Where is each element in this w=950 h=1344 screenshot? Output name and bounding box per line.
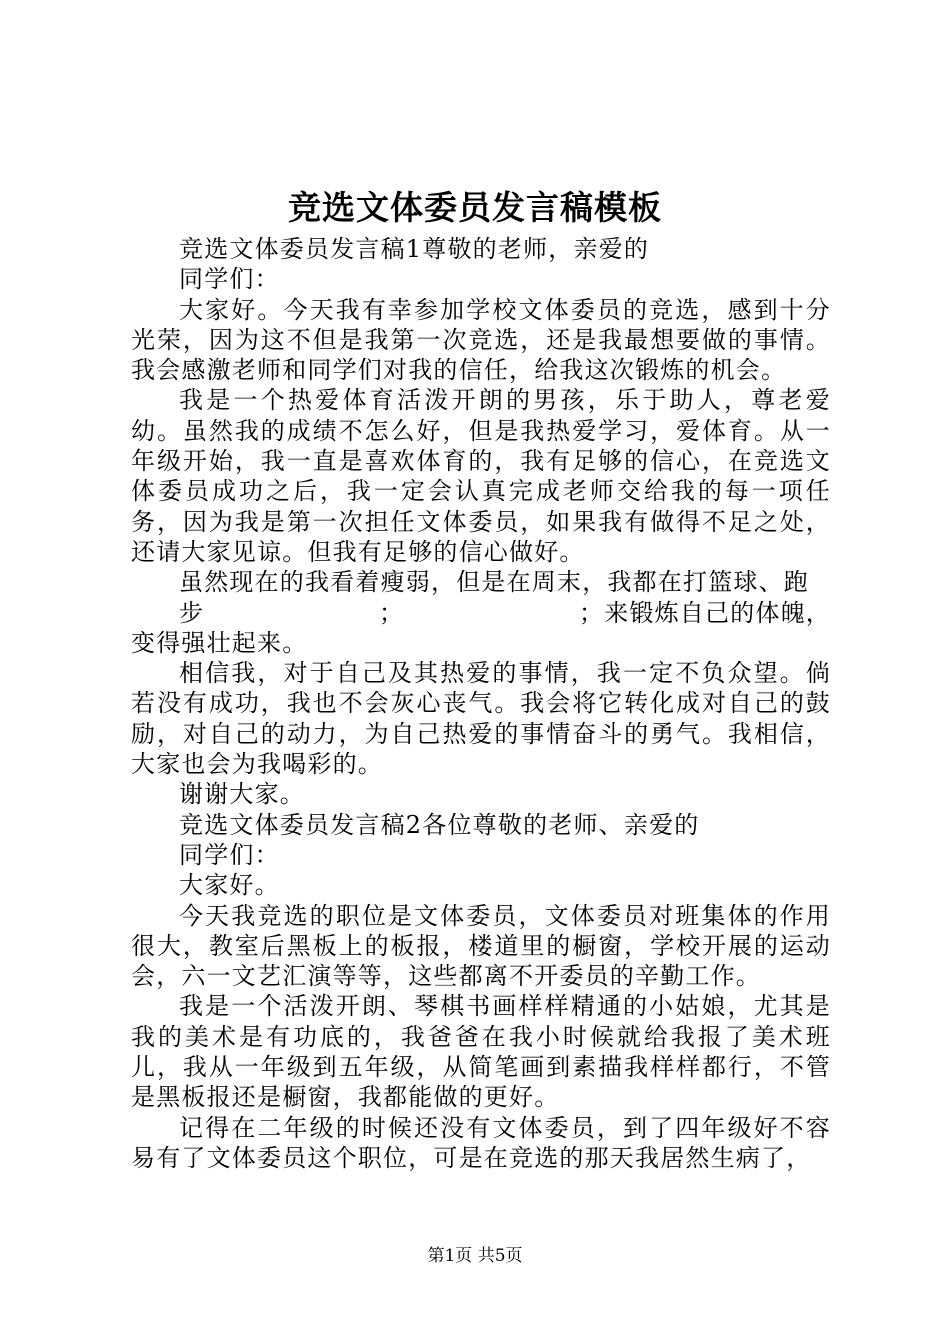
paragraph: 大家好。 [179,871,280,900]
paragraph: 虽然现在的我看着瘦弱，但是在周末，我都在打篮球、跑 [179,568,809,597]
paragraph: 我是一个热爱体育活泼开朗的男孩，乐于助人，尊老爱幼。虽然我的成绩不怎么好，但是我热爱学习，爱体育。从一年级开始，我一直是喜欢体育的，我有足够的信心，在竞选文体委员成功之后，我一定会认真完成老师交给我的每一项任务，因为我是第一次担任文体委员，如果我有做得不足之处，还请大家见谅。但我有足够的信心做好。 [131,386,831,566]
paragraph: 今天我竞选的职位是文体委员，文体委员对班集体的作用很大，教室后黑板上的板报，楼道里的橱窗，学校开展的运动会，六一文艺汇演等等，这些都离不开委员的辛勤工作。 [131,901,831,991]
paragraph: 记得在二年级的时候还没有文体委员，到了四年级好不容易有了文体委员这个职位，可是在竞选的那天我居然生病了， [131,1113,831,1172]
paragraph: 同学们： [179,265,280,294]
paragraph: 竞选文体委员发言稿2各位尊敬的老师、亲爱的 [179,810,700,839]
paragraph: 我是一个活泼开朗、琴棋书画样样精通的小姑娘，尤其是我的美术是有功底的，我爸爸在我小时候就给我报了美术班儿，我从一年级到五年级，从简笔画到素描我样样都行，不管是黑板报还是橱窗，我都能做的更好。 [131,992,831,1112]
paragraph: 同学们： [179,840,280,869]
spread-line [131,598,831,628]
paragraph: 变得强壮起来。 [131,628,308,657]
paragraph: 谢谢大家。 [179,780,305,809]
paragraph: 大家好。今天我有幸参加学校文体委员的竞选，感到十分光荣，因为这不但是我第一次竞选，还是我最想要做的事情。我会感激老师和同学们对我的信任，给我这次锻炼的机会。 [131,295,831,385]
document-title: 竞选文体委员发言稿模板 [288,188,662,227]
spread-line-part: 步 [179,598,205,627]
spread-line-part: ；来锻炼自己的体魄， [579,598,831,627]
document-body [131,234,831,1173]
paragraph: 竞选文体委员发言稿1尊敬的老师，亲爱的 [179,235,650,263]
paragraph: 相信我，对于自己及其热爱的事情，我一定不负众望。倘若没有成功，我也不会灰心丧气。我会将它转化成对自己的鼓励，对自己的动力，为自己热爱的事情奋斗的勇气。我相信，大家也会为我喝彩的。 [131,659,831,779]
spread-line-part: ； [379,598,405,627]
page-footer: 第1页 共5页 [427,1246,523,1266]
